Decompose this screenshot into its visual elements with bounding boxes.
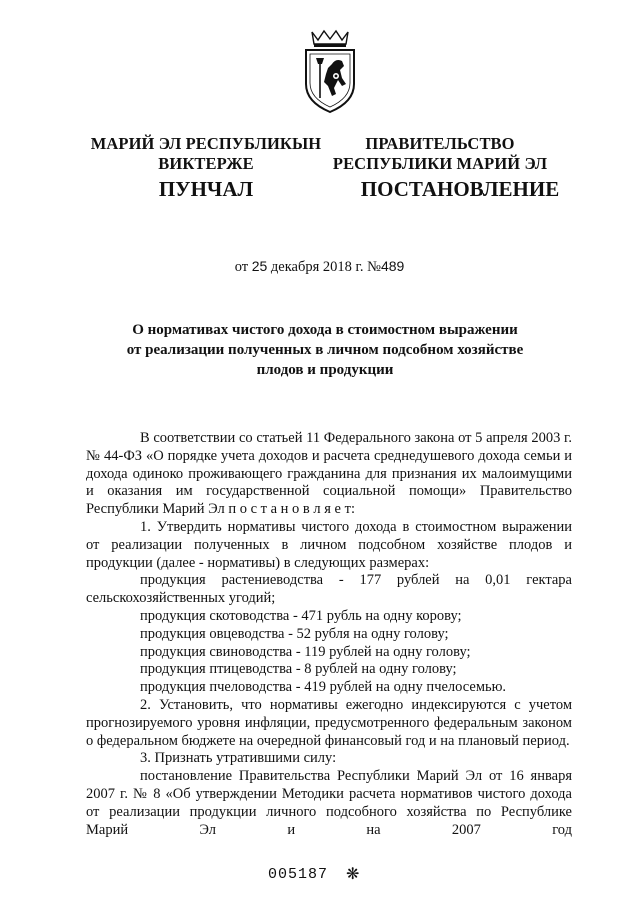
title-line3: плодов и продукции (256, 362, 394, 378)
date-day: 25 (251, 258, 268, 274)
document-body (86, 430, 572, 839)
norm-pigs: продукция свиноводства - 119 рублей на одну голову; (140, 643, 471, 660)
paragraph-item-3: 3. Признать утратившими силу: (140, 750, 337, 767)
norm-cattle: продукция скотоводства - 471 рубль на одну корову; (140, 607, 462, 624)
form-serial-number: 005187 (268, 866, 329, 883)
date-prefix: от (234, 259, 249, 275)
header-right (320, 134, 560, 174)
paragraph-preamble: В соответствии со статьей 11 Федерального закона от 5 апреля 2003 г. № 44-ФЗ «О порядке учета доходов и расчета среднедушевого дохода семьи и дохода одиноко проживающего гражданина для признания их малоимущими и оказания им государственной социальной помощи» Правительство Республики Марий Эл п о с т а н о в л я е т: (86, 430, 572, 518)
coat-of-arms-emblem (298, 28, 362, 116)
norm-beekeeping: продукция пчеловодства - 419 рублей на одну пчелосемью. (140, 679, 507, 696)
header-left-line2: ВИКТЕРЖЕ (158, 154, 254, 173)
doctype-left: ПУНЧАЛ (158, 177, 254, 201)
header-left (86, 134, 326, 174)
norm-crop-production: продукция растениеводства - 177 рублей на 0,01 гектара сельскохозяйственных угодий; (86, 572, 572, 607)
paragraph-item-1: 1. Утвердить нормативы чистого дохода в стоимостном выражении от реализации полученных в личном подсобном хозяйстве плодов и продукции (далее - нормативы) в следующих размерах: (86, 518, 572, 571)
document-title (80, 320, 570, 380)
date-rest: декабря 2018 г. № (270, 259, 381, 275)
paragraph-item-3-resolution: постановление Правительства Республики Марий Эл от 16 января 2007 г. № 8 «Об утверждении Методики расчета нормативов чистого дохода от реализации продукции личного подсобного хозяйства по Республике Марий Эл и на 2007 год (86, 768, 572, 838)
paragraph-item-2: 2. Установить, что нормативы ежегодно индексируются с учетом прогнозируемого уровня инфляции, предусмотренного федеральным законом о федеральном бюджете на очередной финансовый год и на плановый период. (86, 696, 572, 749)
date-line (0, 257, 639, 276)
title-line1: О нормативах чистого дохода в стоимостном выражении (132, 322, 518, 338)
title-line2: от реализации полученных в личном подсобном хозяйстве (126, 342, 524, 358)
header-right-line2: РЕСПУБЛИКИ МАРИЙ ЭЛ (332, 154, 548, 173)
norm-poultry: продукция птицеводства - 8 рублей на одну голову; (140, 661, 457, 678)
norm-sheep: продукция овцеводства - 52 рубля на одну голову; (140, 625, 449, 642)
document-number: 489 (380, 258, 405, 274)
header-right-line1: ПРАВИТЕЛЬСТВО (365, 134, 515, 153)
serial-asterisk-icon: ❋ (346, 866, 360, 883)
doctype-right: ПОСТАНОВЛЕНИЕ (360, 177, 560, 201)
header-left-line1: МАРИЙ ЭЛ РЕСПУБЛИКЫН (90, 134, 322, 153)
